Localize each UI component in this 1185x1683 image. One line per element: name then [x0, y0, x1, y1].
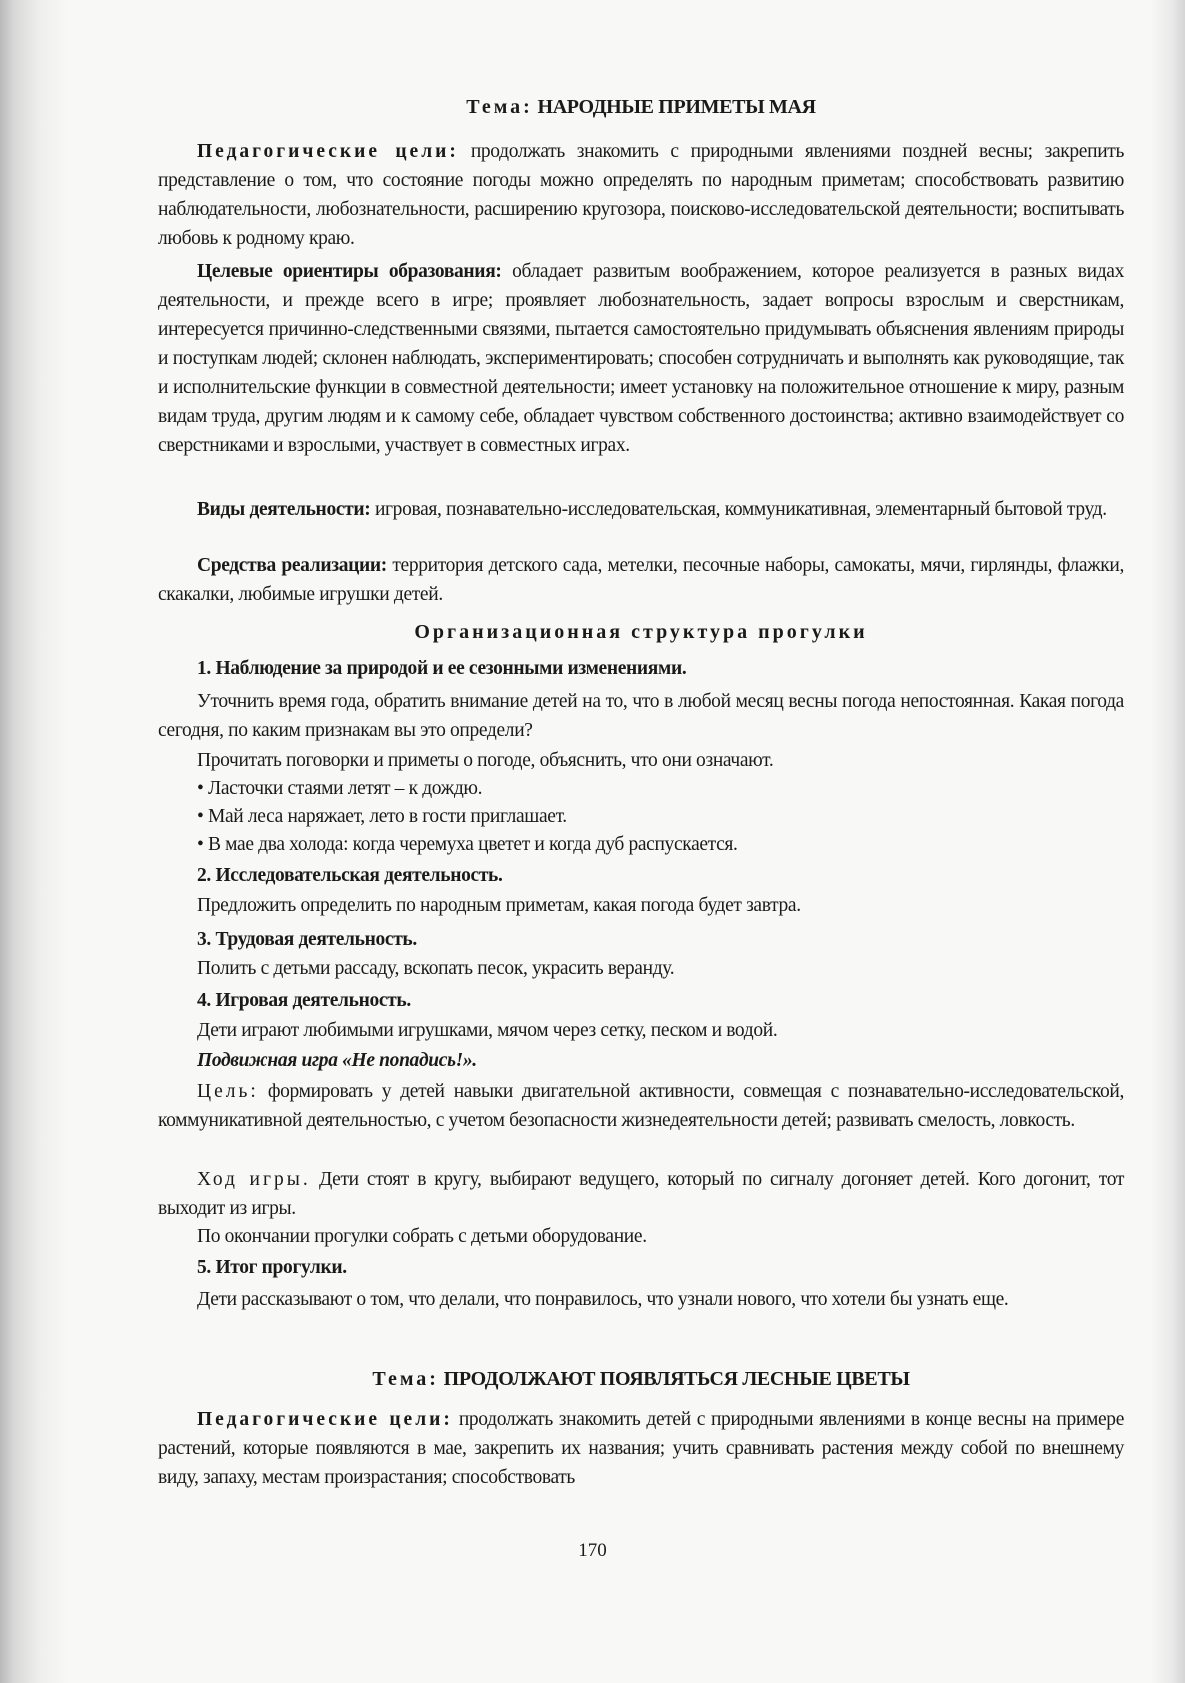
topic-title-1: Тема: НАРОДНЫЕ ПРИМЕТЫ МАЯ: [466, 96, 816, 118]
goals-paragraph-2: Педагогические цели: продолжать знакомить детей с природными явлениями в конце весны на примере растений, которые появляются в мае, закрепить их названия; учить сравнивать растения между собой по внешнему виду, запаху, местам произрастания; способствовать: [158, 1409, 1124, 1488]
proverb-item: • В мае два холода: когда черемуха цветет и когда дуб распускается.: [197, 834, 738, 855]
page-number: 170: [578, 1540, 607, 1561]
game-goal: Цель: формировать у детей навыки двигательной активности, совмещая с познавательно-исследовательской, коммуникативной деятельностью, с учетом безопасности жизнедеятельности детей; развивать смелость, ловкость.: [158, 1081, 1124, 1131]
section-5-heading: 5. Итог прогулки.: [197, 1257, 347, 1278]
section-5-text: Дети рассказывают о том, что делали, что понравилось, что узнали нового, что хотели бы узнать еще.: [197, 1289, 1009, 1310]
section-1-heading: 1. Наблюдение за природой и ее сезонными изменениями.: [197, 658, 687, 679]
structure-heading: Организационная структура прогулки: [414, 621, 868, 643]
proverb-item: • Ласточки стаями летят – к дождю.: [197, 778, 483, 799]
topic-title-2: Тема: ПРОДОЛЖАЮТ ПОЯВЛЯТЬСЯ ЛЕСНЫЕ ЦВЕТЫ: [372, 1368, 910, 1390]
proverb-item: • Май леса наряжает, лето в гости приглашает.: [197, 806, 567, 827]
section-2-text: Предложить определить по народным приметам, какая погода будет завтра.: [197, 895, 801, 916]
section-3-heading: 3. Трудовая деятельность.: [197, 929, 417, 950]
game-course: Ход игры. Дети стоят в кругу, выбирают ведущего, который по сигналу догоняет детей. Кого догонит, тот выходит из игры.: [158, 1169, 1125, 1219]
targets-paragraph: Целевые ориентиры образования: обладает развитым воображением, которое реализуется в разных видах деятельности, и прежде всего в игре; проявляет любознательность, задает вопросы взрослым и сверстникам, интересуется причинно-следственными связями, пытается самостоятельно придумывать объяснения явлениям природы и поступкам людей; склонен наблюдать, экспериментировать; способен сотрудничать и выполнять как руководящие, так и исполнительские функции в совместной деятельности; имеет установку на положительное отношение к миру, разным видам труда, другим людям и к самому себе, обладает чувством собственного достоинства; активно взаимодействует со сверстниками и взрослыми, участвует в совместных играх.: [158, 261, 1124, 456]
section-4-text: Дети играют любимыми игрушками, мячом через сетку, песком и водой.: [197, 1020, 778, 1041]
section-2-heading: 2. Исследовательская деятельность.: [197, 865, 503, 886]
section-1-text2: Прочитать поговорки и приметы о погоде, объяснить, что они означают.: [197, 750, 774, 771]
means-paragraph: Средства реализации: территория детского сада, метелки, песочные наборы, самокаты, мячи, гирлянды, флажки, скакалки, любимые игрушки детей.: [158, 555, 1124, 605]
game-title: Подвижная игра «Не попадись!».: [197, 1050, 477, 1071]
section-3-text: Полить с детьми рассаду, вскопать песок, украсить веранду.: [197, 958, 675, 979]
goals-paragraph-1: Педагогические цели: продолжать знакомить с природными явлениями поздней весны; закрепить представление о том, что состояние погоды можно определять по народным приметам; способствовать развитию наблюдательности, любознательности, расширению кругозора, поисково-исследовательской деятельности; воспитывать любовь к родному краю.: [158, 141, 1124, 249]
activities-paragraph: Виды деятельности: игровая, познавательно-исследовательская, коммуникативная, элементарный бытовой труд.: [197, 499, 1107, 520]
section-1-text: Уточнить время года, обратить внимание детей на то, что в любой месяц весны погода непостоянная. Какая погода сегодня, по каким признакам вы это определи?: [158, 691, 1124, 741]
section-4-heading: 4. Игровая деятельность.: [197, 990, 411, 1011]
walk-end-text: По окончании прогулки собрать с детьми оборудование.: [197, 1226, 647, 1247]
